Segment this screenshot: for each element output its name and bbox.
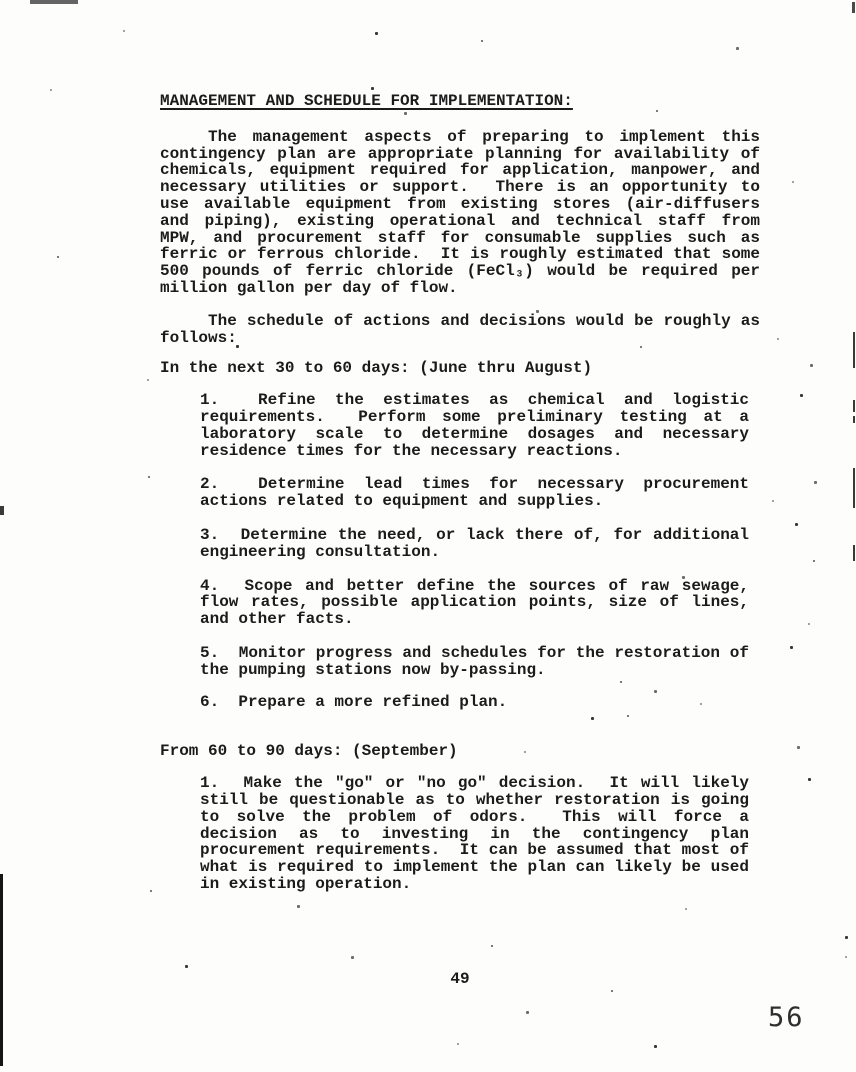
scan-speckle [481,40,483,42]
list-item-5-monitor-progress: 5. Monitor progress and schedules for the restoration of the pumping stations now by-passing. [200,643,749,679]
scan-speckle [808,623,810,625]
scan-speckle [736,47,739,50]
stamp-page-number: 56 [768,1002,805,1033]
scan-speckle [491,945,493,947]
scan-speckle [57,256,59,258]
paragraph-schedule-of-actions: The schedule of actions and decisions would be roughly as follows: [160,311,760,347]
scan-speckle [611,990,613,992]
list-item-1-refine-estimates: 1. Refine the estimates as chemical and logistic requirements. Perform some preliminary testing at a laboratory scale to determine dosages and necessary residence times for the necessary reactions. [200,391,749,460]
scan-speckle [813,560,815,562]
scan-speckle [150,890,152,892]
scan-speckle [526,1011,529,1014]
document-title: MANAGEMENT AND SCHEDULE FOR IMPLEMENTATION: [160,92,573,110]
page-number: 49 [450,970,470,988]
scan-speckle [808,778,811,781]
scan-speckle [790,646,793,649]
scan-speckle [147,379,149,381]
scan-speckle [50,89,52,91]
scan-speckle [351,956,354,959]
scan-speckle [371,87,374,90]
scan-artifact-right-edge-line [853,400,855,412]
scan-speckle [777,338,779,340]
scan-speckle [148,476,150,478]
scan-artifact-right-edge-line [853,545,855,561]
scan-artifact-top-bar [30,0,78,4]
scan-speckle [772,500,774,502]
scan-speckle [457,1043,459,1045]
scan-speckle [810,364,813,367]
scan-speckle [654,1045,657,1048]
scan-artifact-left-edge-mark [0,506,4,515]
scan-speckle [814,481,817,484]
document-body [160,93,760,893]
scan-speckle [123,30,125,32]
section-heading-60-90-days: From 60 to 90 days: (September) [160,742,458,761]
scan-speckle [185,965,188,968]
scan-speckle [792,181,794,183]
scan-artifact-left-edge-line [0,874,3,1066]
list-item-2-lead-times: 2. Determine lead times for necessary procurement actions related to equipment and supplies. [200,475,749,511]
scan-artifact-right-edge-line [853,332,855,368]
scan-speckle [800,394,803,397]
section-heading-next-30-60-days: In the next 30 to 60 days: (June thru August) [160,359,593,378]
list-item-3-engineering: 3. Determine the need, or lack there of, for additional engineering consultation. [200,525,749,561]
scan-speckle [297,905,300,908]
scan-artifact-right-edge-line [853,416,855,423]
scan-artifact-top-right-tick [852,2,855,13]
list-item-1-go-no-go-decision: 1. Make the "go" or "no go" decision. It will likely still be questionable as to whether restoration is going to solve the problem of odors. This will force a decision as to investing in the contingency plan procurement requirements. It can be assumed that most of what is required to implement the plan can likely be used in existing operation. [200,774,749,893]
list-item-6-refined-plan: 6. Prepare a more refined plan. [200,692,508,711]
scan-speckle [795,523,798,526]
paragraph-management-aspects: The management aspects of preparing to implement this contingency plan are appropriate planning for availability of chemicals, equipment required for application, manpower, and necessary utilities or support. There is an opportunity to use available equipment from existing stores (air-diffusers and piping), existing operational and technical staff from MPW, and procurement staff for consumable supplies such as ferric or ferrous chloride. It is roughly estimated that some 500 pounds of ferric chloride (FeCl₃) would be required per million gallon per day of flow. [160,127,760,297]
list-item-4-scope-sources: 4. Scope and better define the sources of raw sewage, flow rates, possible application points, size of lines, and other facts. [200,576,749,629]
scan-speckle [375,32,378,35]
scan-artifact-right-edge-line [853,468,855,508]
scan-speckle [797,746,800,749]
scan-speckle [845,936,848,939]
scan-speckle [845,956,847,958]
scan-speckle [685,908,687,910]
